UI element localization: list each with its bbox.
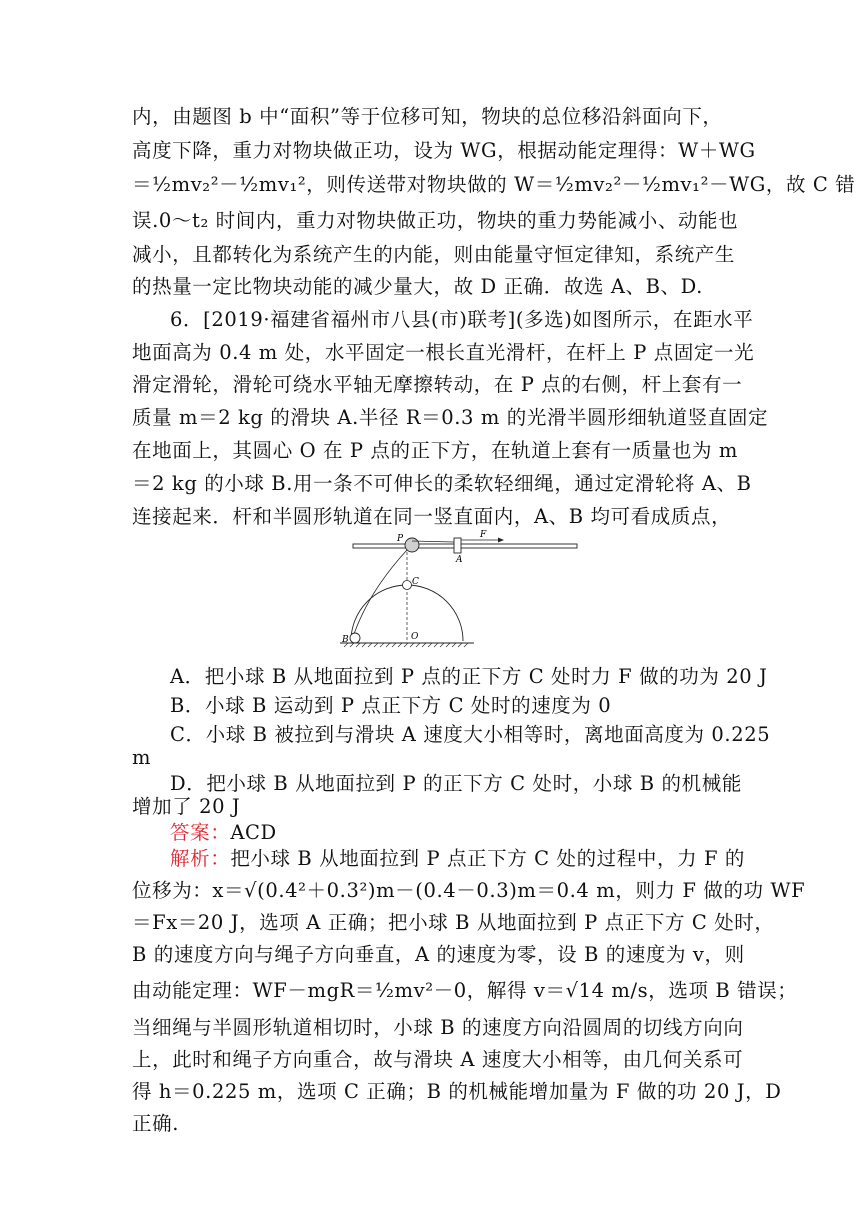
slider-a [454, 538, 461, 553]
label-p: P [397, 534, 404, 544]
problem-number-line: 6．[2019·福建省福州市八县(市)联考](多选)如图所示，在距水平 [170, 308, 754, 331]
label-a: A [456, 555, 463, 565]
label-c: C [412, 577, 419, 587]
text-line: ＝½mv₂²－½mv₁²，则传送带对物块做的 W＝½mv₂²－½mv₁²－WG，故 C 错 [132, 173, 856, 196]
analysis-line: ＝Fx＝20 J，选项 A 正确；把小球 B 从地面拉到 P 点正下方 C 处时， [132, 911, 775, 934]
text-line: 地面高为 0.4 m 处，水平固定一根长直光滑杆，在杆上 P 点固定一光 [132, 341, 755, 364]
text-line: 的热量一定比物块动能的减少量大，故 D 正确．故选 A、B、D. [132, 275, 703, 298]
text-line: ＝2 kg 的小球 B.用一条不可伸长的柔软轻细绳，通过定滑轮将 A、B [132, 472, 752, 495]
ground-hatching [344, 643, 468, 647]
option-c-continued: m [132, 746, 152, 769]
analysis-line: 正确. [132, 1112, 179, 1135]
analysis-line: B 的速度方向与绳子方向垂直，A 的速度为零，设 B 的速度为 v，则 [132, 943, 745, 966]
pulley-track-diagram [342, 530, 580, 652]
analysis-text: 把小球 B 从地面拉到 P 点正下方 C 处的过程中，力 F 的 [230, 847, 746, 870]
label-f: F [480, 530, 487, 540]
text-line: 误.0～t₂ 时间内，重力对物块做正功，物块的重力势能减小、动能也 [132, 209, 739, 232]
text-line: 高度下降，重力对物块做正功，设为 WG，根据动能定理得：W＋WG [132, 139, 756, 162]
option-c: C．小球 B 被拉到与滑块 A 速度大小相等时，离地面高度为 0.225 [170, 723, 771, 746]
text-line: 连接起来．杆和半圆形轨道在同一竖直面内，A、B 均可看成质点， [132, 505, 732, 528]
analysis-line: 得 h＝0.225 m，选项 C 正确；B 的机械能增加量为 F 做的功 20 J，D [132, 1080, 782, 1103]
option-a: A．把小球 B 从地面拉到 P 点的正下方 C 处时力 F 做的功为 20 J [170, 665, 768, 688]
analysis-line [170, 842, 746, 876]
force-arrowhead [498, 538, 504, 543]
option-d-continued: 增加了 20 J [132, 795, 241, 818]
analysis-line: 上，此时和绳子方向重合，故与滑块 A 速度大小相等，由几何关系可 [132, 1048, 744, 1071]
analysis-line: 当细绳与半圆形轨道相切时，小球 B 的速度方向沿圆周的切线方向向 [132, 1016, 744, 1039]
text-line: 滑定滑轮，滑轮可绕水平轴无摩擦转动，在 P 点的右侧，杆上套有一 [132, 373, 743, 396]
text-line: 在地面上，其圆心 O 在 P 点的正下方，在轨道上套有一质量也为 m [132, 439, 738, 462]
answer-label: 答案： [170, 821, 231, 844]
horizontal-rod [353, 544, 577, 548]
option-d: D．把小球 B 从地面拉到 P 的正下方 C 处时，小球 B 的机械能 [170, 772, 742, 795]
label-b: B [342, 635, 349, 645]
analysis-line: 位移为：x＝√(0.4²＋0.3²)m－(0.4－0.3)m＝0.4 m，则力 F 做的功 WF [132, 879, 806, 902]
answer-value: ACD [230, 821, 277, 844]
analysis-line: 由动能定理：WF－mgR＝½mv²－0，解得 v＝√14 m/s，选项 B 错误； [132, 979, 798, 1002]
physics-figure [342, 530, 580, 652]
analysis-label: 解析： [170, 847, 231, 870]
pulley-p [405, 538, 419, 552]
text-line: 减小，且都转化为系统产生的内能，则由能量守恒定律知，系统产生 [132, 243, 736, 266]
option-b: B．小球 B 运动到 P 点正下方 C 处时的速度为 0 [170, 694, 612, 717]
label-o: O [411, 632, 419, 642]
ball-b [350, 633, 360, 643]
text-line: 内，由题图 b 中“面积”等于位移可知，物块的总位移沿斜面向下， [132, 105, 723, 128]
text-line: 质量 m＝2 kg 的滑块 A.半径 R＝0.3 m 的光滑半圆形细轨道竖直固定 [132, 406, 769, 429]
point-c-marker [403, 581, 412, 590]
